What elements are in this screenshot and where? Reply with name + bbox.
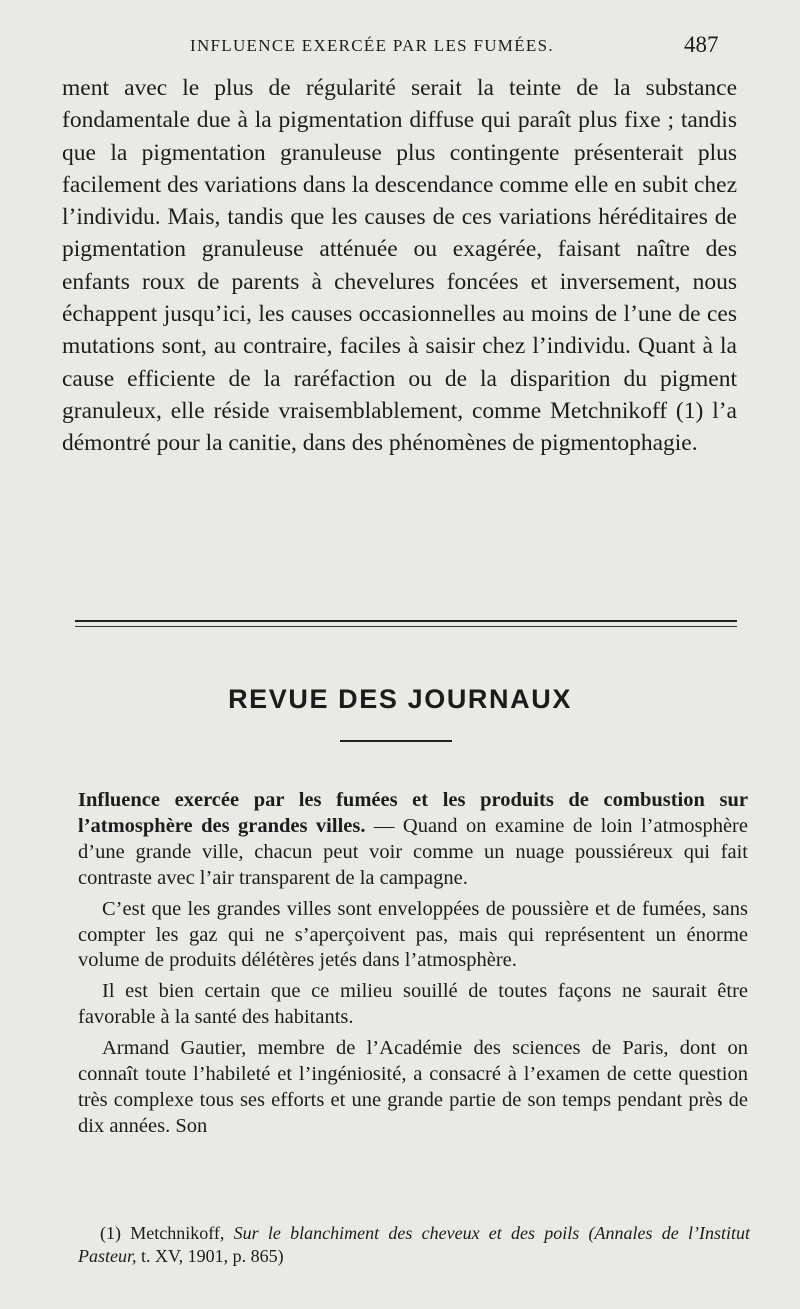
running-title: INFLUENCE EXERCÉE PAR LES FUMÉES.: [190, 36, 554, 55]
section-title: REVUE DES JOURNAUX: [228, 684, 572, 714]
page-number: 487: [684, 32, 719, 57]
footnote-marker: (1): [100, 1223, 121, 1243]
footnote-details: t. XV, 1901, p. 865): [141, 1246, 284, 1266]
article-title: Influence exercée par les fumées et les produits de combustion sur l’atmosphère des grandes villes.: [78, 789, 748, 837]
article-lead: Quand on examine de loin l’atmosphère d’une grande ville, chacun peut voir comme un nuage poussiéreux qui fait contraste avec l’air transparent de la campagne.: [78, 814, 748, 889]
footnote: [78, 1222, 750, 1268]
footnote-author: Metchnikoff,: [130, 1223, 225, 1243]
article-paragraph: Armand Gautier, membre de l’Académie des sciences de Paris, dont on connaît toute l’habileté et l’ingéniosité, a consacré à l’examen de cette question très complexe tous ses efforts et une grande partie de son temps pendant près de dix années. Son: [78, 1037, 748, 1137]
footnote-work: Sur le blanchiment des cheveux et des poils (Annales de l’Institut Pasteur,: [78, 1223, 750, 1266]
section-divider-thick: [75, 620, 737, 622]
journal-review-article: [78, 788, 748, 1140]
article-paragraph: Il est bien certain que ce milieu souillé de toutes façons ne saurait être favorable à la santé des habitants.: [78, 980, 748, 1029]
footnotes: [78, 1222, 750, 1268]
continuation-paragraph: ment avec le plus de régularité serait la teinte de la substance fondamentale due à la pigmentation diffuse qui paraît plus fixe ; tandis que la pigmentation granuleuse plus contingente présenterait plus facilement des variations dans la descendance comme elle en subit chez l’individu. Mais, tandis que les causes de ces variations héréditaires de pigmentation granuleuse atténuée ou exagérée, faisant naître des enfants roux de parents à chevelures foncées et inversement, nous échappent jusqu’ici, les causes occasionnelles au moins de l’une de ces mutations sont, au contraire, faciles à saisir chez l’individu. Quant à la cause efficiente de la raréfaction ou de la disparition du pigment granuleux, elle réside vraisemblablement, comme Metchnikoff (1) l’a démontré pour la canitie, dans des phénomènes de pigmentophagie.: [62, 75, 737, 457]
section-divider-thin: [75, 626, 737, 627]
running-head: [0, 32, 800, 66]
article-first-paragraph: Influence exercée par les fumées et les produits de combustion sur l’atmosphère des grandes villes. — Quand on examine de loin l’atmosphère d’une grande ville, chacun peut voir comme un nuage poussiéreux qui fait contraste avec l’air transparent de la campagne.: [78, 789, 748, 889]
article-paragraph: C’est que les grandes villes sont enveloppées de poussière et de fumées, sans compter les gaz qui ne s’aperçoivent pas, mais qui représentent un énorme volume de produits délétères jetés dans l’atmosphère.: [78, 897, 748, 972]
continuation-text: [62, 72, 737, 460]
title-underline-rule: [340, 740, 452, 742]
